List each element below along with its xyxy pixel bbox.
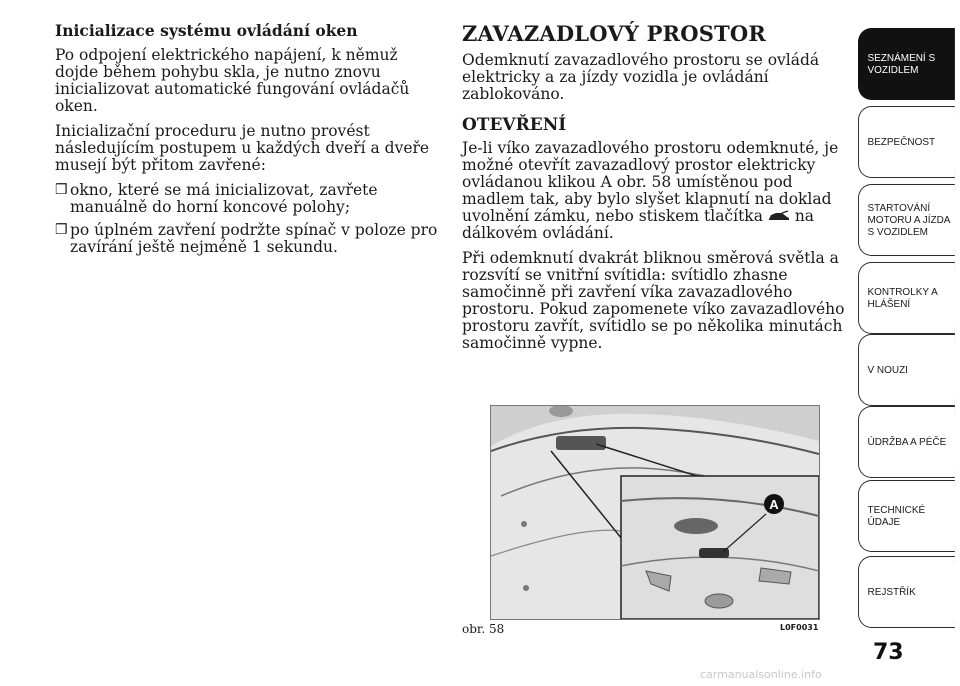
figure-caption: obr. 58 (462, 622, 505, 636)
tab-technicke-udaje[interactable]: TECHNICKÉ ÚDAJE (858, 480, 955, 552)
section-heading: OTEVŘENÍ (462, 115, 567, 135)
callout-label: A (769, 497, 779, 512)
page-number: 73 (873, 640, 904, 665)
list-item-text: okno, které se má inicializovat, zavřete manuálně do horní koncové polohy; (70, 181, 378, 216)
tab-rejstrik[interactable]: REJSTŘÍK (858, 556, 955, 628)
tab-startovani[interactable]: STARTOVÁNÍ MOTORU A JÍZDA S VOZIDLEM (858, 184, 955, 256)
tab-v-nouzi[interactable]: V NOUZI (858, 334, 955, 406)
tab-udrzba[interactable]: ÚDRŽBA A PÉČE (858, 406, 955, 478)
page-title: ZAVAZADLOVÝ PROSTOR (462, 21, 767, 46)
paragraph: Po odpojení elektrického napájení, k němuž dojde během pohybu skla, je nutno znovu inicializovat automatické fungování ovládačů oken. (55, 46, 410, 115)
right-column (462, 22, 847, 360)
list-item (55, 222, 440, 256)
list-item (55, 182, 440, 216)
paragraph: Inicializační proceduru je nutno provést následujícím postupem u každých dveří a dveře musejí být přitom zavřené: (55, 122, 430, 174)
tab-seznameni-s-vozidlem[interactable]: SEZNÁMENÍ S VOZIDLEM (858, 28, 955, 100)
checkbox-bullet-icon: ❒ (55, 222, 68, 238)
tab-bezpecnost[interactable]: BEZPEČNOST (858, 106, 955, 178)
paragraph: Odemknutí zavazadlového prostoru se ovládá elektricky a za jízdy vozidla je ovládání zablokováno. (462, 51, 820, 103)
trunk-car-icon (768, 210, 790, 222)
figure-code: L0F0031 (780, 623, 819, 632)
section-subheading: Inicializace systému ovládání oken (55, 21, 358, 40)
checkbox-bullet-icon: ❒ (55, 182, 68, 198)
tab-kontrolky[interactable]: KONTROLKY A HLÁŠENÍ (858, 262, 955, 334)
paragraph-text: na dálkovém ovládání. (462, 207, 815, 242)
chapter-tabs (858, 0, 960, 686)
trunk-photo-figure (490, 405, 820, 620)
paragraph-text: Je-li víko zavazadlového prostoru odemknuté, je možné otevřít zavazadlový prostor elektricky ovládanou klikou A obr. 58 umístěnou pod madlem tak, aby bylo slyšet klapnutí na doklad uvolnění zámku, nebo stiskem tlačítka (462, 139, 839, 225)
left-column (55, 22, 440, 262)
paragraph: Při odemknutí dvakrát bliknou směrová světla a rozsvítí se vnitřní svítidla: svítidlo zhasne samočinně při zavření víka zavazadlového prostoru. Pokud zapomenete víko zavazadlového prostoru zavřít, svítidlo se po několika minutách samočinně vypne. (462, 249, 845, 352)
list-item-text: po úplném zavření podržte spínač v poloze pro zavírání ještě nejméně 1 sekundu. (70, 221, 438, 256)
trunk-photo-illustration (491, 406, 819, 619)
watermark: carmanualsonline.info (700, 668, 822, 681)
paragraph (462, 140, 847, 242)
